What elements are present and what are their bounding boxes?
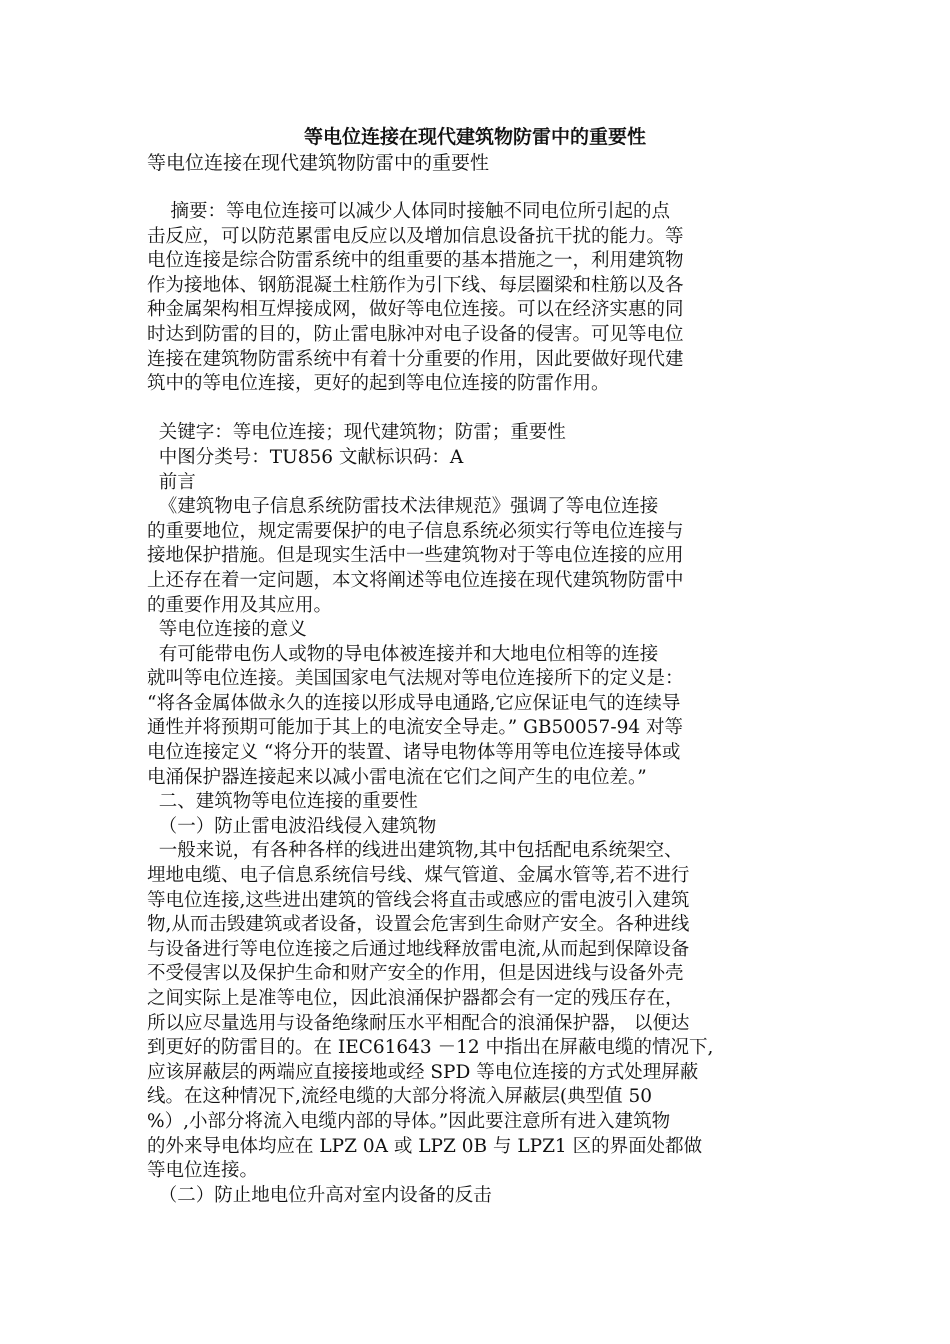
text-line: 有可能带电伤人或物的导电体被连接并和大地电位相等的连接 xyxy=(147,643,659,665)
text-line: 等电位连接。 xyxy=(147,1160,259,1182)
text-line: %）,小部分将流入电缆内部的导体。”因此要注意所有进入建筑物 xyxy=(147,1110,671,1132)
text-line: 二、建筑物等电位连接的重要性 xyxy=(147,791,418,813)
text-line: 时达到防雷的目的，防止雷电脉冲对电子设备的侵害。可见等电位 xyxy=(147,323,684,345)
text-line: 摘要：等电位连接可以减少人体同时接触不同电位所引起的点 xyxy=(147,201,671,222)
text-line: 等电位连接,这些进出建筑的管线会将直击或感应的雷电波引入建筑 xyxy=(147,889,690,911)
text-line: “将各金属体做永久的连接以形成导电通路,它应保证电气的连续导 xyxy=(147,692,681,714)
text-line: （二）防止地电位升高对室内设备的反击 xyxy=(147,1184,492,1206)
text-line: 埋地电缆、电子信息系统信号线、煤气管道、金属水管等,若不进行 xyxy=(147,865,690,887)
text-line: 的重要地位，规定需要保护的电子信息系统必须实行等电位连接与 xyxy=(147,520,684,542)
text-line: 电涌保护器连接起来以减小雷电流在它们之间产生的电位差。” xyxy=(147,766,647,788)
text-line: 就叫等电位连接。美国国家电气法规对等电位连接所下的定义是： xyxy=(147,668,684,690)
document-title: 等电位连接在现代建筑物防雷中的重要性 xyxy=(303,126,646,148)
text-line: 筑中的等电位连接，更好的起到等电位连接的防雷作用。 xyxy=(147,373,610,395)
text-line: 击反应，可以防范累雷电反应以及增加信息设备抗干扰的能力。等 xyxy=(147,225,684,247)
text-line: 与设备进行等电位连接之后通过地线释放雷电流,从而起到保障设备 xyxy=(147,938,690,960)
text-line: 所以应尽量选用与设备绝缘耐压水平相配合的浪涌保护器， 以便达 xyxy=(147,1012,690,1034)
text-line: 的重要作用及其应用。 xyxy=(147,594,333,616)
text-line: 不受侵害以及保护生命和财产安全的作用，但是因进线与设备外壳 xyxy=(147,963,684,985)
text-line: 电位连接是综合防雷系统中的组重要的基本措施之一，利用建筑物 xyxy=(147,250,684,272)
text-line: 连接在建筑物防雷系统中有着十分重要的作用，因此要做好现代建 xyxy=(147,348,684,370)
text-line: 《建筑物电子信息系统防雷技术法律规范》强调了等电位连接 xyxy=(147,496,659,518)
paragraph-gap xyxy=(147,397,807,422)
text-line: 的外来导电体均应在 LPZ 0A 或 LPZ 0B 与 LPZ1 区的界面处都做 xyxy=(147,1135,703,1157)
text-line: 前言 xyxy=(147,471,196,493)
text-line: 接地保护措施。但是现实生活中一些建筑物对于等电位连接的应用 xyxy=(147,545,684,567)
document-body xyxy=(147,200,807,1208)
text-line: （一）防止雷电波沿线侵入建筑物 xyxy=(147,815,437,837)
text-line: 等电位连接的意义 xyxy=(147,619,307,641)
text-line: 一般来说，有各种各样的线进出建筑物,其中包括配电系统架空、 xyxy=(147,840,683,862)
text-line: 到更好的防雷目的。在 IEC61643 －12 中指出在屏蔽电缆的情况下, xyxy=(147,1037,714,1059)
text-line: 电位连接定义 “将分开的装置、诸导电物体等用等电位连接导体或 xyxy=(147,742,681,764)
text-line: 中图分类号：TU856 文献标识码：A xyxy=(147,446,464,468)
document-subtitle: 等电位连接在现代建筑物防雷中的重要性 xyxy=(147,152,490,174)
text-line: 应该屏蔽层的两端应直接接地或经 SPD 等电位连接的方式处理屏蔽 xyxy=(147,1061,699,1083)
text-line: 线。在这种情况下,流经电缆的大部分将流入屏蔽层(典型值 50 xyxy=(147,1086,653,1108)
text-line: 物,从而击毁建筑或者设备，设置会危害到生命财产安全。各种进线 xyxy=(147,914,690,936)
text-line: 上还存在着一定问题，本文将阐述等电位连接在现代建筑物防雷中 xyxy=(147,569,684,591)
text-line: 作为接地体、钢筋混凝土柱筋作为引下线、每层圈梁和柱筋以及各 xyxy=(147,274,684,296)
text-line: 通性并将预期可能加于其上的电流安全导走。” GB50057-94 对等 xyxy=(147,717,683,739)
text-line: 之间实际上是准等电位，因此浪涌保护器都会有一定的残压存在， xyxy=(147,988,684,1009)
text-line: 种金属架构相互焊接成网，做好等电位连接。可以在经济实惠的同 xyxy=(147,299,684,321)
text-line: 关键字：等电位连接；现代建筑物；防雷；重要性 xyxy=(147,422,566,444)
